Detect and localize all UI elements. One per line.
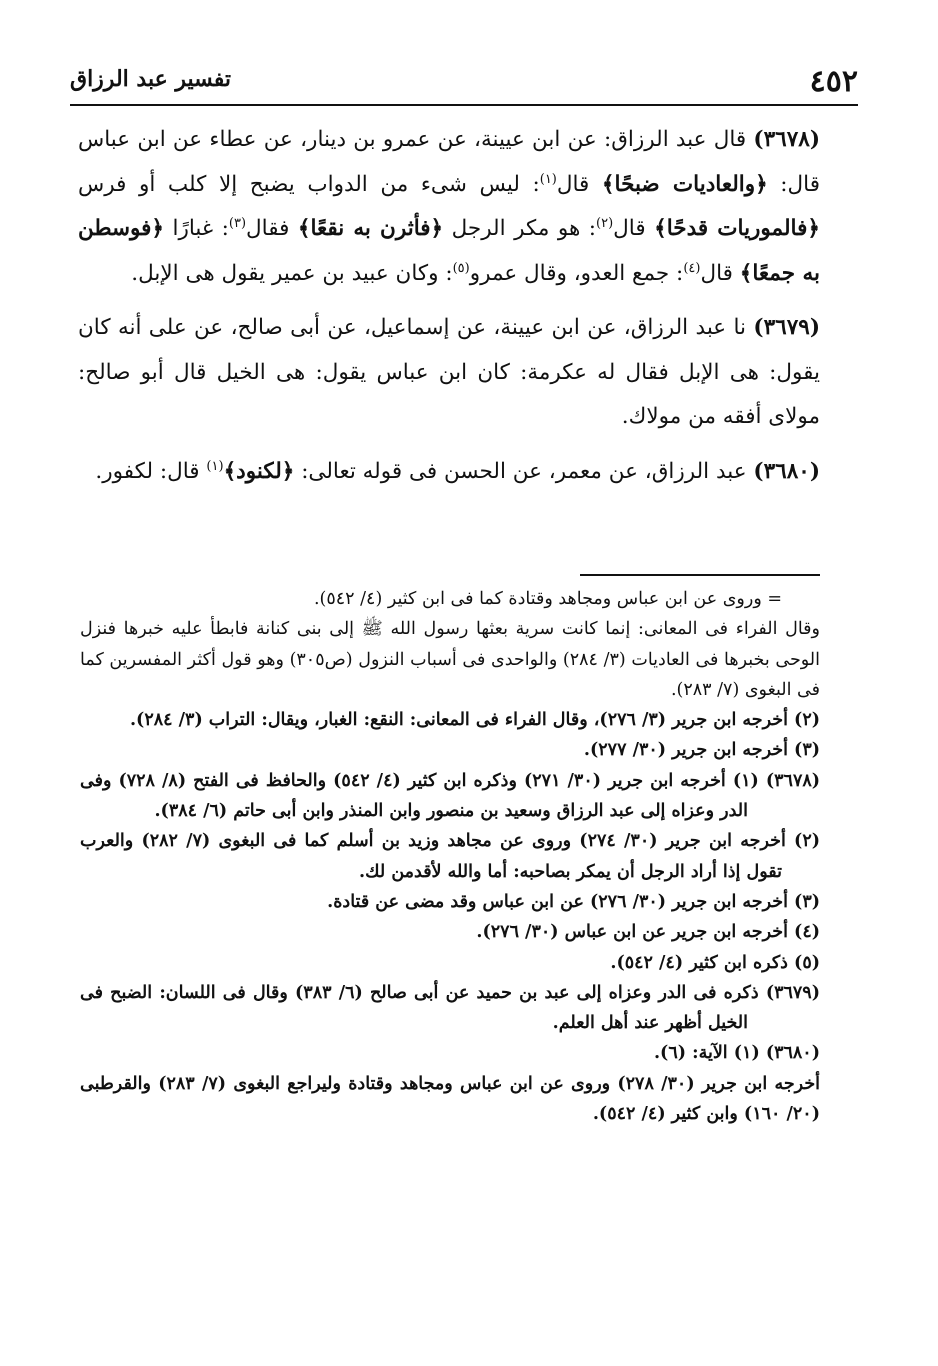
footnote: (٣٦٨٠) (١) الآية: (٦).: [653, 1043, 820, 1064]
footnote-ref: (٥): [452, 260, 470, 276]
footnote: (٣٦٧٩) ذكره فى الدر وعزاه إلى عبد بن حميد عن أبى صالح (٦/ ٣٨٣) وقال فى اللسان: الضبح فى الخيل أظهر عند أهل العلم.: [80, 982, 820, 1034]
text-run: قال: [613, 216, 655, 241]
footnote: (٤) أخرجه ابن جرير عن ابن عباس (٣٠/ ٢٧٦).: [476, 922, 820, 943]
hadith-number: (٣٦٧٨): [753, 127, 820, 152]
footnote-ref: (١): [206, 458, 224, 474]
text-run: نا عبد الرزاق، عن ابن عيينة، عن إسماعيل، عن أبى صالح، عن على أنه كان يقول: هى الإبل فقال له عكرمة: كان ابن عباس يقول: هى الخيل قال أبو صالح: مولاى أفقه من مولاك.: [78, 315, 820, 429]
text-run: قال عبد الرزاق: عن ابن عيينة، عن عمرو بن دينار، عن عطاء عن ابن عباس قال:: [78, 127, 820, 197]
hadith-number: (٣٦٨٠): [753, 458, 820, 484]
footnote-ref: (٤): [683, 260, 701, 276]
quran-verse: ﴿لكنود﴾: [223, 458, 295, 484]
footnote: (٥) ذكره ابن كثير (٤/ ٥٤٢).: [610, 952, 820, 973]
footnotes: [80, 584, 820, 1129]
main-text: [78, 118, 820, 504]
text-run: قال: [556, 171, 602, 197]
text-run: : وكان عبيد بن عمير يقول هى الإبل.: [131, 260, 453, 286]
page-header: [70, 58, 858, 102]
text-run: عبد الرزاق، عن معمر، عن الحسن فى قوله تعالى:: [294, 458, 754, 484]
footnote: (٢) أخرجه ابن جرير (٣/ ٢٧٦)، وقال الفراء فى المعانى: النقع: الغبار، ويقال: التراب (٣/ ٢٨٤).: [129, 710, 820, 731]
header-divider: [70, 104, 858, 106]
text-run: قال: لكفور.: [95, 458, 207, 484]
hadith-3679: [78, 306, 820, 440]
footnote: = وروى عن ابن عباس ومجاهد وقتادة كما فى ابن كثير (٤/ ٥٤٢).: [313, 589, 782, 609]
footnote-ref: (٢): [596, 215, 614, 231]
text-run: قال: [700, 260, 740, 286]
footnote: أخرجه ابن جرير (٣٠/ ٢٧٨) وروى عن ابن عباس ومجاهد وقتادة وليراجع البغوى (٧/ ٢٨٣) والقرطبى (٢٠/ ١٦٠) وابن كثير (٤/ ٥٤٢).: [80, 1073, 821, 1125]
quran-verse: ﴿فوسطن به جمعًا﴾: [78, 216, 820, 286]
footnote-ref: (١): [539, 171, 557, 187]
footnote: (٢) أخرجه ابن جرير (٣٠/ ٢٧٤) وروى عن مجاهد وزيد بن أسلم كما فى البغوى (٧/ ٢٨٢) والعرب تقول إذا أراد الرجل أن يمكر بصاحبه: أما والله لأقدمن لك.: [80, 831, 821, 882]
page-number: ٤٥٢: [809, 64, 858, 99]
text-run: : ليس شىء من الدواب يضبح إلا كلب أو فرس: [78, 171, 540, 197]
quran-verse: ﴿والعاديات ضبحًا﴾: [601, 171, 768, 197]
footnote: وقال الفراء فى المعانى: إنما كانت سرية بعثها رسول الله ﷺ إلى بنى كنانة فابطأ عليه خبرها فنزل الوحى بخبرها فى العاديات (٣/ ٢٨٤) والواحدى فى أسباب النزول (ص٣٠٥) وهو قول أكثر المفسرين كما فى البغوى (٧/ ٢٨٣).: [80, 619, 820, 700]
footnote: (٣) أخرجه ابن جرير (٣٠/ ٢٧٧).: [583, 740, 820, 761]
footnote-divider: [580, 574, 820, 576]
text-run: : هو مكر الرجل: [443, 216, 597, 241]
text-run: : جمع العدو، وقال عمرو: [469, 260, 684, 286]
hadith-3678: [78, 118, 820, 296]
footnote: (٣) أخرجه ابن جرير (٣٠/ ٢٧٦) عن ابن عباس وقد مضى عن قتادة.: [327, 891, 820, 912]
quran-verse: ﴿فأثرن به نقعًا﴾: [297, 216, 444, 241]
quran-verse: ﴿فالموريات قدحًا﴾: [654, 216, 820, 241]
hadith-number: (٣٦٧٩): [753, 315, 820, 340]
text-run: : غبارًا: [164, 216, 229, 241]
footnote-ref: (٣): [228, 215, 247, 231]
text-run: فقال: [246, 216, 298, 241]
footnote: (٣٦٧٨) (١) أخرجه ابن جرير (٣٠/ ٢٧١) وذكره ابن كثير (٤/ ٥٤٢) والحافظ فى الفتح (٨/ ٧٢٨) وفى الدر وعزاه إلى عبد الرزاق وسعيد بن منصور وابن المنذر وابن أبى حاتم (٦/ ٣٨٤).: [80, 770, 821, 822]
book-title: تفسير عبد الرزاق: [70, 66, 232, 92]
hadith-3680: [78, 450, 820, 495]
